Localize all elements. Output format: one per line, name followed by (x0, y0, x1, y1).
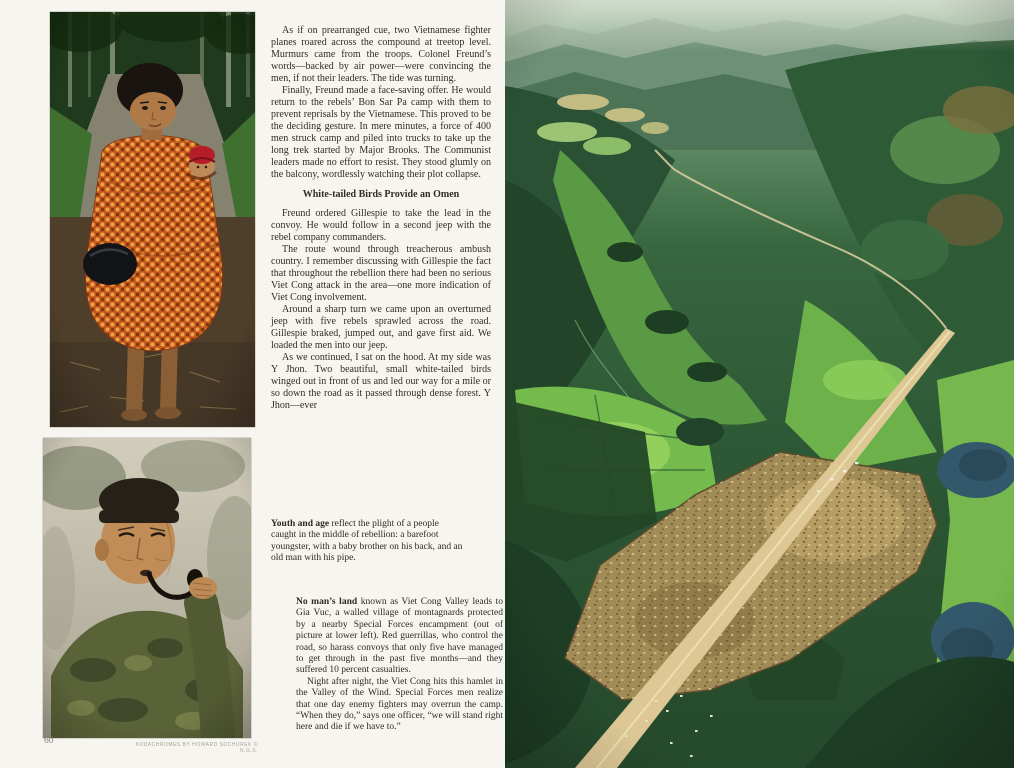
photo-boy-with-baby (50, 12, 255, 427)
caption-text: known as Viet Cong Valley leads to Gia Vuc, a walled village of montagnards protected by a nearby Special Forces encampment (out of picture at lower left). Red guerrillas, who control the road, so harass convoys that only five have managed to get through in the past five months—and they suffered 10 percent casualties. (296, 597, 504, 676)
old-man-illustration (43, 438, 251, 738)
article-paragraph: Freund ordered Gillespie to take the lead in the convoy. He would follow in a second jeep with the rebel company commanders. (271, 208, 491, 243)
caption-paragraph (296, 597, 503, 677)
photo-aerial-valley (505, 0, 1014, 768)
caption-youth-and-age (271, 519, 463, 565)
caption-lead: Youth and age (271, 519, 330, 529)
page-number: 60 (44, 736, 54, 746)
photo-credit: KODACHROMES BY HOWARD SOCHUREK © N.G.S. (135, 742, 258, 754)
caption-lead: No man’s land (296, 597, 358, 607)
caption-paragraph: Night after night, the Viet Cong hits this hamlet in the Valley of the Wind. Special Forces men realize that one day enemy fighters may overrun the camp. “When they do,” says one officer, “we will stand right here and die if we have to.” (296, 676, 503, 733)
article-paragraph: As we continued, I sat on the hood. At my side was Y Jhon. Two beautiful, small white-tailed birds winged out in front of us and led our way for a mile or so down the road as it passed through dense forest. Y Jhon—ever (271, 352, 491, 411)
photo-old-man-with-pipe (43, 438, 251, 738)
article-paragraph: Finally, Freund made a face-saving offer. He would return to the rebels’ Bon Sar Pa camp with them to prevent reprisals by the Vietnamese. This proved to be the deciding gesture. In mere minutes, a force of 400 men struck camp and piled into trucks to take up the long trek started by Major Brooks. The Communist leaders made no effort to resist. They stood glumly on the balcony, wordlessly watching their plot collapse. (271, 85, 491, 180)
boy-with-baby-illustration (50, 12, 255, 427)
article-column (271, 25, 491, 412)
article-paragraph: Around a sharp turn we came upon an overturned jeep with five rebels sprawled across the road. Gillespie braked, jumped out, and gave first aid. We loaded the men into our jeep. (271, 304, 491, 351)
caption-text: reflect the plight of a people caught in the middle of rebellion: a barefoot youngster, with a baby brother on his back, and an old man with his pipe. (271, 519, 463, 564)
article-paragraph: The route wound through treacherous ambush country. I remember discussing with Gillespie the fact that throughout the rebellion there had been no serious Viet Cong attack in the area—one more indication of Viet Cong involvement. (271, 244, 491, 303)
article-paragraph: As if on prearranged cue, two Vietnamese fighter planes roared across the compound at treetop level. Murmurs came from the troops. Colonel Freund’s words—backed by air power—were convincing the men, if not their leaders. The tide was turning. (271, 25, 491, 84)
caption-no-mans-land (296, 597, 503, 734)
article-heading: White-tailed Birds Provide an Omen (302, 189, 460, 200)
caption-paragraph (271, 519, 463, 565)
aerial-valley-illustration (505, 0, 1014, 768)
